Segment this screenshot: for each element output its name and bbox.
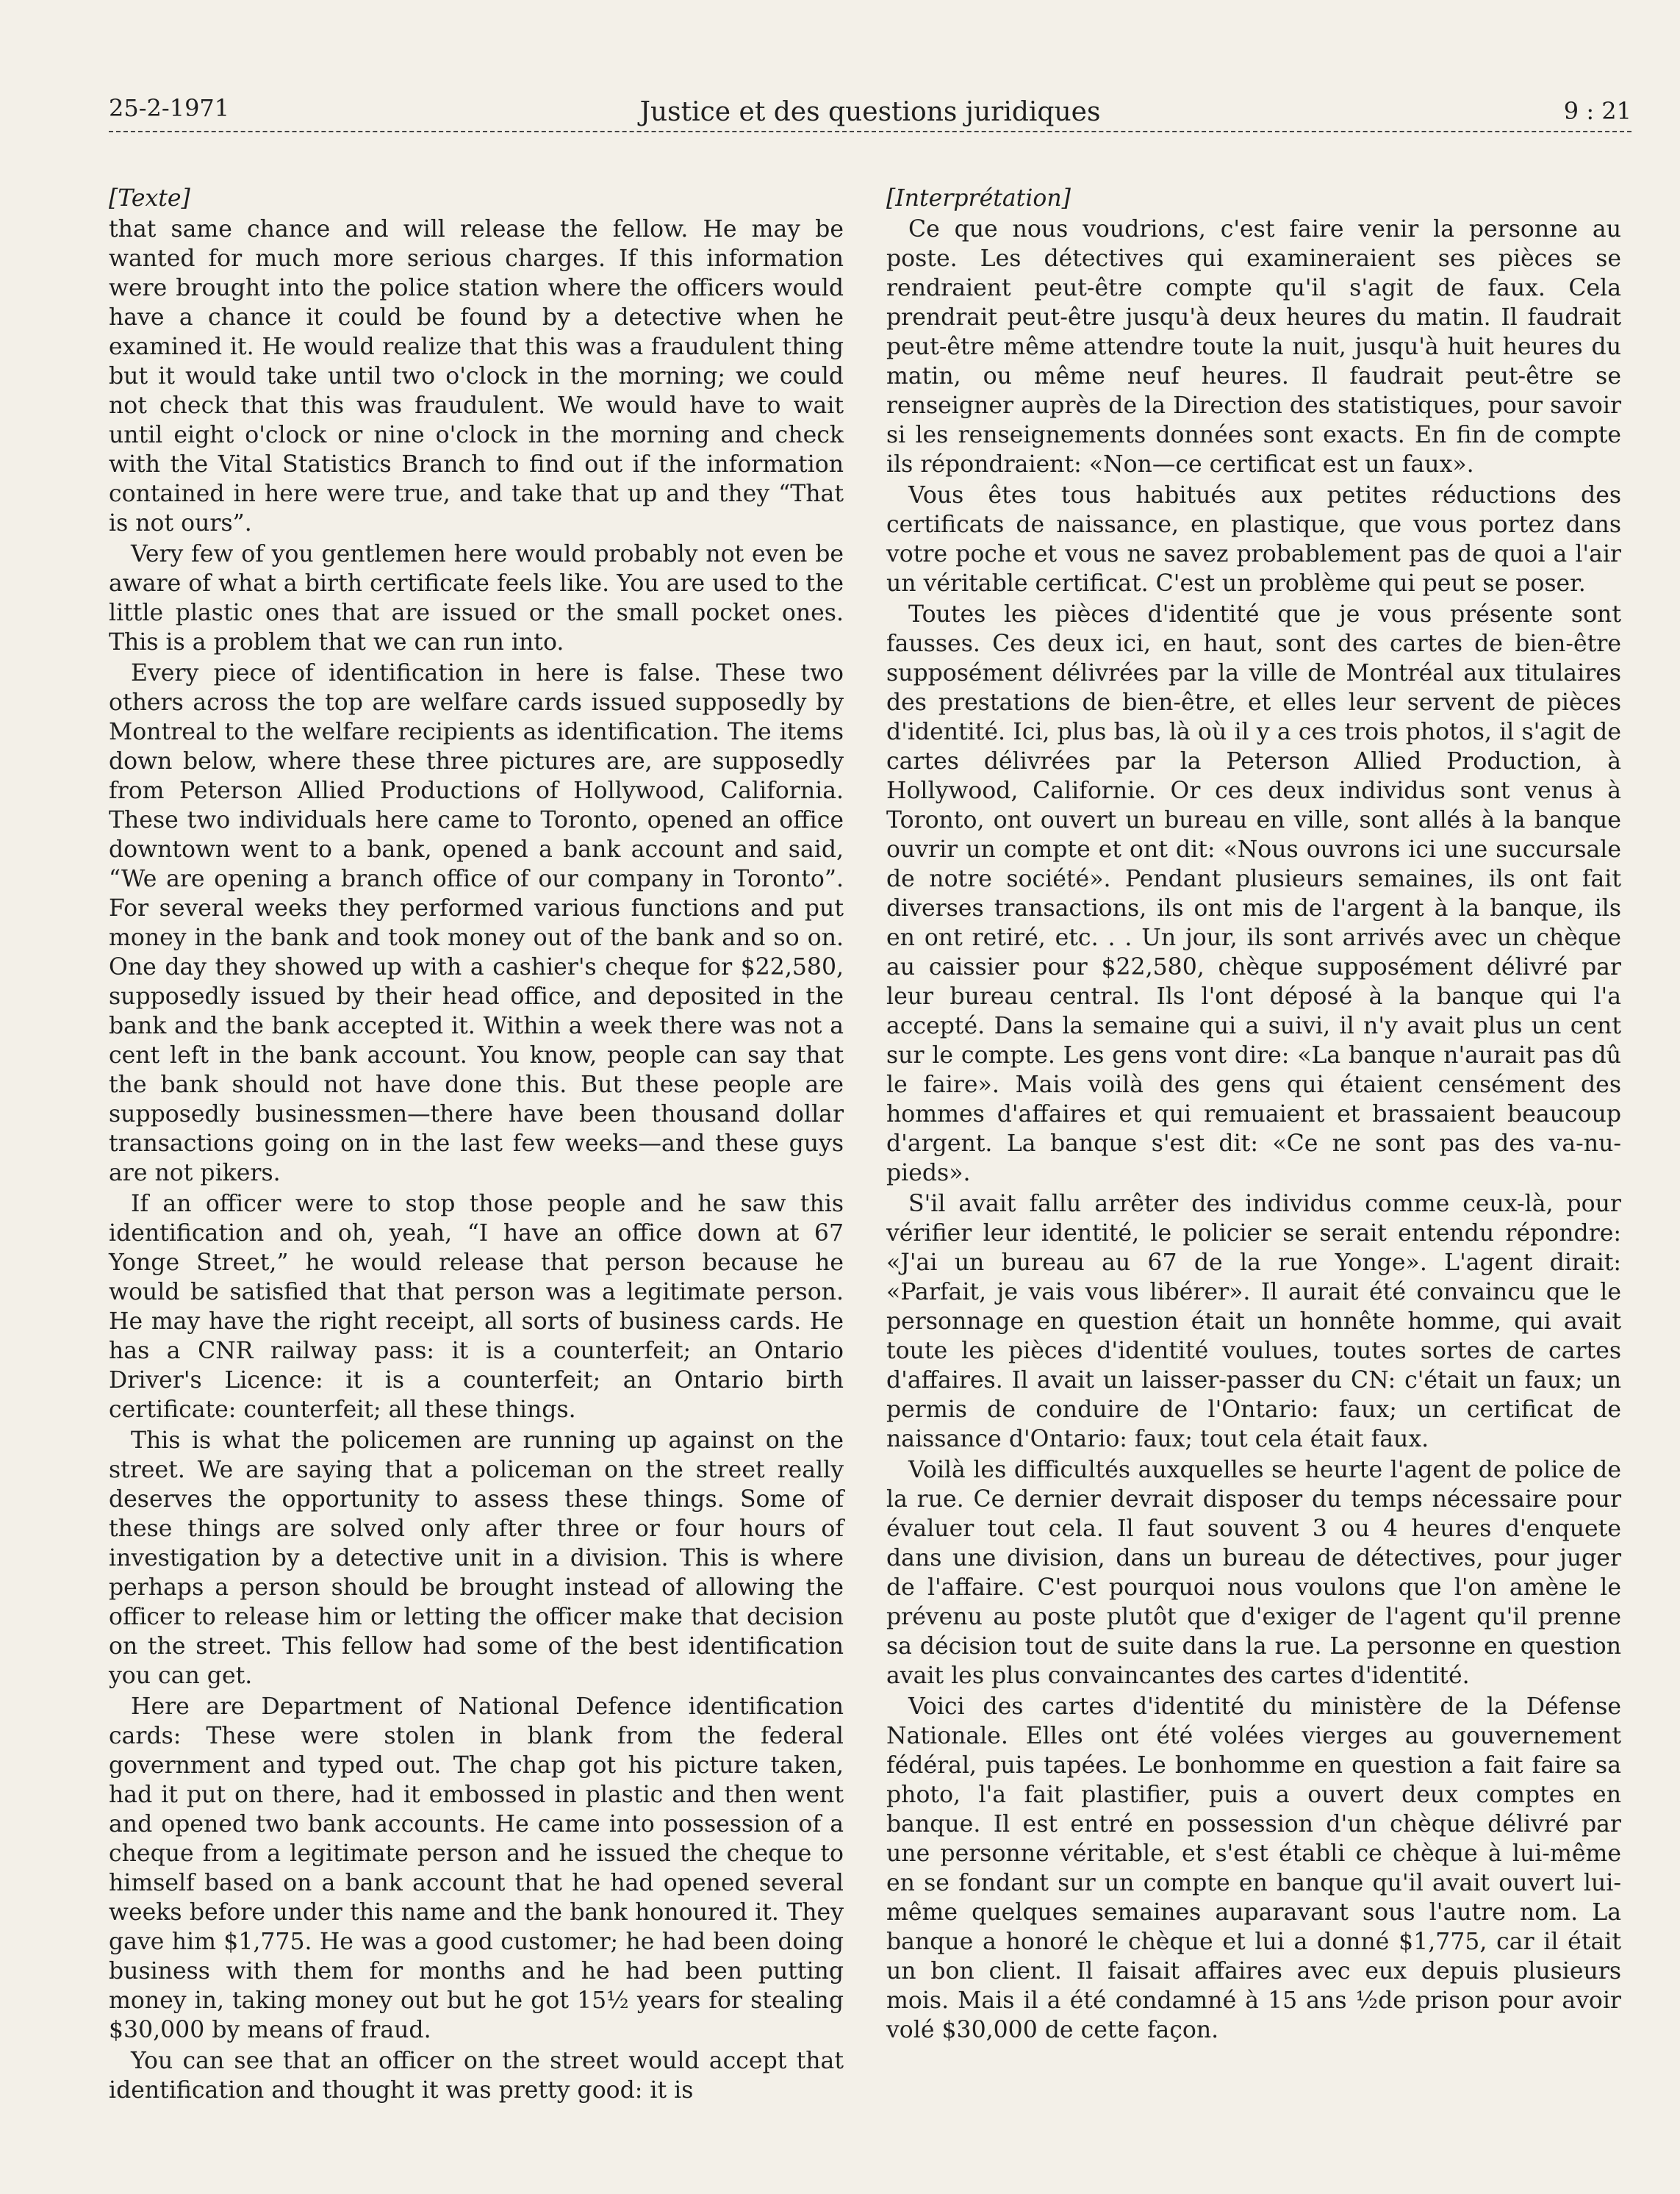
paragraph: Voici des cartes d'identité du ministère de la Défense Nationale. Elles ont été volées vierges au gouvernement fédéral, puis tapées. Le bonhomme en question a fait faire sa photo, l'a fait plastifier, puis a ouvert deux comptes en banque. Il est entré en possession d'un chèque délivré par une personne véritable, et s'est établi ce chèque à lui-même en se fondant sur un compte en banque qu'il avait ouvert lui-même quelques semaines auparavant sous l'autre nom. La banque a honoré le chèque et lui a donné $1,775, car il était un bon client. Il faisait affaires avec eux depuis plusieurs mois. Mais il a été condamné à 15 ans ½de prison pour avoir volé $30,000 de cette façon. — [886, 1693, 1621, 2043]
paragraph: Very few of you gentlemen here would probably not even be aware of what a birth certificate feels like. You are used to the little plastic ones that are issued or the small pocket ones. This is a problem that we can run into. — [109, 541, 844, 656]
french-column-label: [Interprétation] — [886, 185, 1071, 212]
paragraph: that same chance and will release the fellow. He may be wanted for much more serious charges. If this information were brought into the police station where the officers would have a chance it could be found by a detective when he examined it. He would realize that this was a fraudulent thing but it would take until two o'clock in the morning; we could not check that this was fraudulent. We would have to wait until eight o'clock or nine o'clock in the morning and check with the Vital Statistics Branch to find out if the information contained in here were true, and take that up and they “That is not ours”. — [109, 216, 844, 537]
paragraph: Here are Department of National Defence identification cards: These were stolen in blank from the federal government and typed out. The chap got his picture taken, had it put on there, had it embossed in plastic and then went and opened two bank accounts. He came into possession of a cheque from a legitimate person and he issued the cheque to himself based on a bank account that he had opened several weeks before under this name and the bank honoured it. They gave him $1,775. He was a good customer; he had been doing business with them for months and he had been putting money in, taking money out but he got 15½ years for stealing $30,000 by means of fraud. — [109, 1693, 844, 2043]
french-column — [886, 184, 1621, 2046]
paragraph: Ce que nous voudrions, c'est faire venir la personne au poste. Les détectives qui examineraient ses pièces se rendraient peut-être compte qu'il s'agit de faux. Cela prendrait peut-être jusqu'à deux heures du matin. Il faudrait peut-être même attendre toute la nuit, jusqu'à huit heures du matin, ou même neuf heures. Il faudrait peut-être se renseigner auprès de la Direction des statistiques, pour savoir si les renseignements données sont exacts. En fin de compte ils répondraient: «Non—ce certificat est un faux». — [886, 216, 1621, 478]
paragraph: S'il avait fallu arrêter des individus comme ceux-là, pour vérifier leur identité, le policier se serait entendu répondre: «J'ai un bureau au 67 de la rue Yonge». L'agent dirait: «Parfait, je vais vous libérer». Il aurait été convaincu que le personnage en question était un honnête homme, qui avait toute les pièces d'identité voulues, toutes sortes de cartes d'affaires. Il avait un laisser-passer du CN: c'était un faux; un permis de conduire de l'Ontario: faux; un certificat de naissance d'Ontario: faux; tout cela était faux. — [886, 1191, 1621, 1452]
paragraph: You can see that an officer on the street would accept that identification and thought it was pretty good: it is — [109, 2048, 844, 2104]
paragraph: This is what the policemen are running up against on the street. We are saying that a policeman on the street really deserves the opportunity to assess these things. Some of these things are solved only after three or four hours of investigation by a detective unit in a division. This is where perhaps a person should be brought instead of allowing the officer to release him or letting the officer make that decision on the street. This fellow had some of the best identification you can get. — [109, 1427, 844, 1689]
paragraph: Voilà les difficultés auxquelles se heurte l'agent de police de la rue. Ce dernier devrait disposer du temps nécessaire pour évaluer tout cela. Il faut souvent 3 ou 4 heures d'enquete dans une division, dans un bureau de détectives, pour juger de l'affaire. C'est pourquoi nous voulons que l'on amène le prévenu au poste plutôt que d'exiger de l'agent qu'il prenne sa décision tout de suite dans la rue. La personne en question avait les plus convaincantes des cartes d'identité. — [886, 1457, 1621, 1689]
paragraph: Vous êtes tous habitués aux petites réductions des certificats de naissance, en plastique, que vous portez dans votre poche et vous ne savez probablement pas de quoi a l'air un véritable certificat. C'est un problème qui peut se poser. — [886, 482, 1621, 597]
english-column — [109, 184, 844, 2107]
header-date: 25-2-1971 — [109, 94, 230, 122]
header-title: Justice et des questions juridiques — [639, 97, 1101, 127]
paragraph: If an officer were to stop those people and he saw this identification and oh, yeah, “I have an office down at 67 Yonge Street,” he would release that person because he would be satisfied that that person was a legitimate person. He may have the right receipt, all sorts of business cards. He has a CNR railway pass: it is a counterfeit; an Ontario Driver's Licence: it is a counterfeit; an Ontario birth certificate: counterfeit; all these things. — [109, 1191, 844, 1423]
english-column-label: [Texte] — [109, 185, 190, 212]
paragraph: Toutes les pièces d'identité que je vous présente sont fausses. Ces deux ici, en haut, sont des cartes de bien-être supposément délivrées par la ville de Montréal aux titulaires des prestations de bien-être, et elles leur servent de pièces d'identité. Ici, plus bas, là où il y a ces trois photos, il s'agit de cartes délivrées par la Peterson Allied Production, à Hollywood, Californie. Or ces deux individus sont venus à Toronto, ont ouvert un bureau en ville, sont allés à la banque ouvrir un compte et ont dit: «Nous ouvrons ici une succursale de notre société». Pendant plusieurs semaines, ils ont fait diverses transactions, ils ont mis de l'argent à la banque, ils en ont retiré, etc. . . Un jour, ils sont arrivés avec un chèque au caissier pour $22,580, chèque supposément délivré par leur bureau central. Ils l'ont déposé à la banque qui l'a accepté. Dans la semaine qui a suivi, il n'y avait plus un cent sur le compte. Les gens vont dire: «La banque n'aurait pas dû le faire». Mais voilà des gens qui étaient censément des hommes d'affaires et qui remuaient et brassaient beaucoup d'argent. La banque s'est dit: «Ce ne sont pas des va-nu-pieds». — [886, 601, 1621, 1186]
paragraph: Every piece of identification in here is false. These two others across the top are welfare cards issued supposedly by Montreal to the welfare recipients as identification. The items down below, where these three pictures are, are supposedly from Peterson Allied Productions of Hollywood, California. These two individuals here came to Toronto, opened an office downtown went to a bank, opened a bank account and said, “We are opening a branch office of our company in Toronto”. For several weeks they performed various functions and put money in the bank and took money out of the bank and so on. One day they showed up with a cashier's cheque for $22,580, supposedly issued by their head office, and deposited in the bank and the bank accepted it. Within a week there was not a cent left in the bank account. You know, people can say that the bank should not have done this. But these people are supposedly businessmen—there have been thousand dollar transactions going on in the last few weeks—and these guys are not pikers. — [109, 660, 844, 1186]
header-page-number: 9 : 21 — [1563, 97, 1631, 125]
running-header — [109, 87, 1631, 132]
